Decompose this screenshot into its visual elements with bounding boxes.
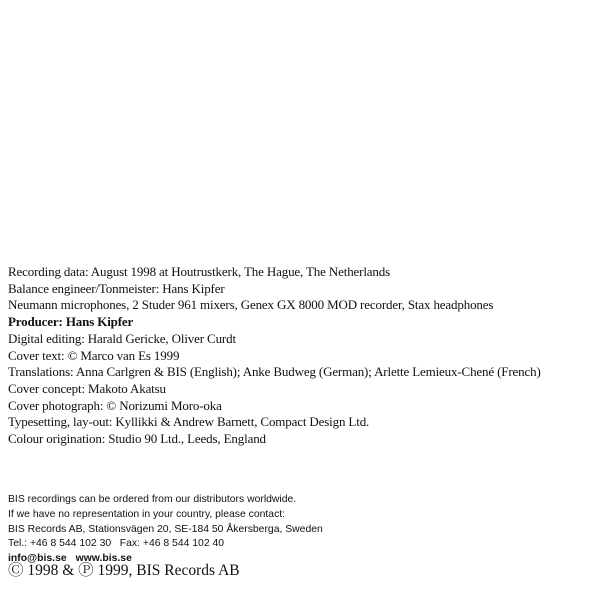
website-link[interactable]: www.bis.se bbox=[75, 553, 132, 565]
balance-engineer-line: Balance engineer/Tonmeister: Hans Kipfer bbox=[8, 280, 225, 296]
cover-text-line: Cover text: © Marco van Es 1999 bbox=[8, 347, 180, 363]
colour-origination-line: Colour origination: Studio 90 Ltd., Leeds, England bbox=[8, 431, 266, 447]
no-representation-line: If we have no representation in your country, please contact: bbox=[8, 508, 286, 520]
recording-credits bbox=[8, 264, 598, 448]
translations-line: Translations: Anna Carlgren & BIS (English); Anke Budweg (German); Arlette Lemieux-Chené (French) bbox=[8, 364, 541, 380]
recording-data-line: Recording data: August 1998 at Houtrustkerk, The Hague, The Netherlands bbox=[8, 264, 391, 279]
cover-concept-line: Cover concept: Makoto Akatsu bbox=[8, 380, 166, 396]
cover-photograph-line: Cover photograph: © Norizumi Moro-oka bbox=[8, 397, 222, 413]
equipment-line: Neumann microphones, 2 Studer 961 mixers, Genex GX 8000 MOD recorder, Stax headphones bbox=[8, 297, 494, 313]
copyright-notice: Ⓒ 1998 & Ⓟ 1999, BIS Records AB bbox=[8, 562, 240, 579]
producer-line: Producer: Hans Kipfer bbox=[8, 314, 134, 330]
address-line: BIS Records AB, Stationsvägen 20, SE-184 50 Åkersberga, Sweden bbox=[8, 523, 323, 535]
digital-editing-line: Digital editing: Harald Gericke, Oliver Curdt bbox=[8, 330, 236, 346]
phone-fax-line: Tel.: +46 8 544 102 30 Fax: +46 8 544 102 40 bbox=[8, 538, 225, 550]
typesetting-line: Typesetting, lay-out: Kyllikki & Andrew Barnett, Compact Design Ltd. bbox=[8, 414, 370, 430]
email-link[interactable]: info@bis.se bbox=[8, 553, 67, 565]
contact-info bbox=[8, 493, 598, 567]
ordering-line: BIS recordings can be ordered from our distributors worldwide. bbox=[8, 494, 297, 505]
